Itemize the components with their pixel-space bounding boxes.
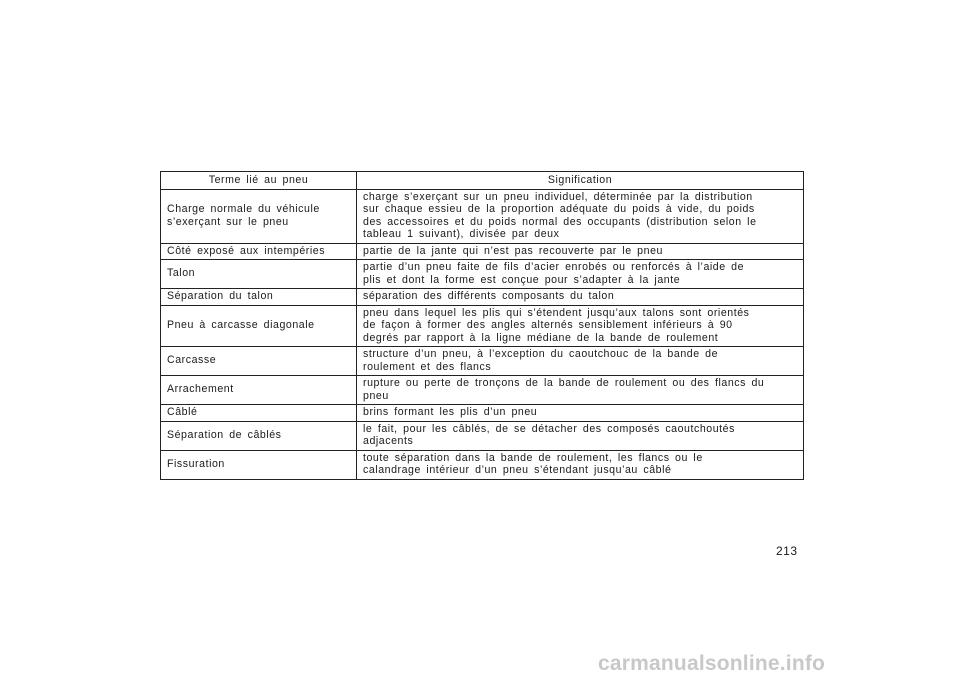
- page-number: 213: [776, 544, 798, 558]
- term-cell: Séparation du talon: [161, 289, 357, 306]
- term-cell: Pneu à carcasse diagonale: [161, 305, 357, 347]
- table-row: [161, 405, 804, 422]
- meaning-cell: rupture ou perte de tronçons de la bande de roulement ou des flancs du pneu: [357, 376, 804, 405]
- meaning-cell: toute séparation dans la bande de roulement, les flancs ou le calandrage intérieur d’un pneu s’étendant jusqu’au câblé: [357, 450, 804, 479]
- meaning-cell: le fait, pour les câblés, de se détacher des composés caoutchoutés adjacents: [357, 421, 804, 450]
- table-row: [161, 450, 804, 479]
- term-cell: Fissuration: [161, 450, 357, 479]
- meaning-cell: structure d’un pneu, à l’exception du caoutchouc de la bande de roulement et des flancs: [357, 347, 804, 376]
- table-row: [161, 289, 804, 306]
- term-cell: Séparation de câblés: [161, 421, 357, 450]
- term-cell: Arrachement: [161, 376, 357, 405]
- term-cell: Carcasse: [161, 347, 357, 376]
- header-meaning: Signification: [357, 172, 804, 190]
- term-cell: Côté exposé aux intempéries: [161, 243, 357, 260]
- watermark: carmanualsonline.info: [598, 652, 826, 675]
- term-cell: Talon: [161, 260, 357, 289]
- table-row: [161, 243, 804, 260]
- table-row: [161, 260, 804, 289]
- meaning-cell: brins formant les plis d’un pneu: [357, 405, 804, 422]
- term-cell: Charge normale du véhicule s’exerçant sur le pneu: [161, 189, 357, 243]
- table-row: [161, 189, 804, 243]
- meaning-cell: pneu dans lequel les plis qui s’étendent jusqu’aux talons sont orientés de façon à former des angles alternés sensiblement inférieurs à 90 degrés par rapport à la ligne médiane de la bande de roulement: [357, 305, 804, 347]
- meaning-cell: séparation des différents composants du talon: [357, 289, 804, 306]
- term-cell: Câblé: [161, 405, 357, 422]
- table-row: [161, 376, 804, 405]
- meaning-cell: partie de la jante qui n’est pas recouverte par le pneu: [357, 243, 804, 260]
- header-term: Terme lié au pneu: [161, 172, 357, 190]
- table-row: [161, 347, 804, 376]
- table-row: [161, 305, 804, 347]
- table-row: [161, 421, 804, 450]
- tire-terms-table: [160, 171, 804, 480]
- meaning-cell: charge s’exerçant sur un pneu individuel, déterminée par la distribution sur chaque essieu de la proportion adéquate du poids à vide, du poids des accessoires et du poids normal des occupants (distribution selon le tableau 1 suivant), divisée par deux: [357, 189, 804, 243]
- meaning-cell: partie d’un pneu faite de fils d’acier enrobés ou renforcés à l’aide de plis et dont la forme est conçue pour s’adapter à la jante: [357, 260, 804, 289]
- table-header-row: [161, 172, 804, 190]
